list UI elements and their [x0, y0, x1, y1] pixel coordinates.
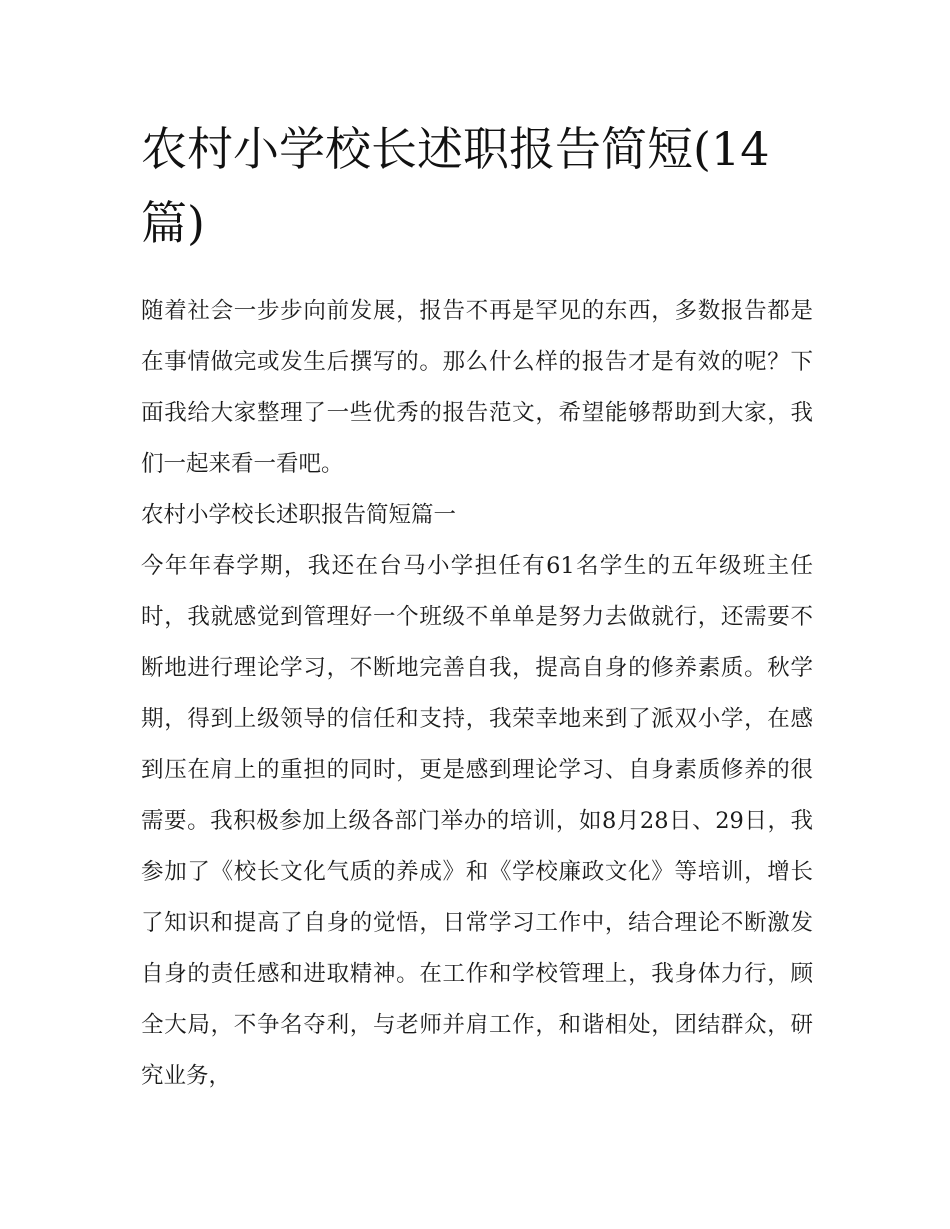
document-content: [141, 112, 813, 1102]
document-title: 农村小学校长述职报告简短(14篇): [141, 122, 770, 250]
section-heading: 农村小学校长述职报告简短篇一: [141, 502, 457, 528]
intro-paragraph: 随着社会一步步向前发展，报告不再是罕见的东西，多数报告都是在事情做完或发生后撰写的。那么什么样的报告才是有效的呢？下面我给大家整理了一些优秀的报告范文，希望能够帮助到大家，我们一起来看一看吧。: [141, 298, 813, 477]
body-paragraph: 今年年春学期，我还在台马小学担任有61名学生的五年级班主任时，我就感觉到管理好一个班级不单单是努力去做就行，还需要不断地进行理论学习，不断地完善自我，提高自身的修养素质。秋学期，得到上级领导的信任和支持，我荣幸地来到了派双小学，在感到压在肩上的重担的同时，更是感到理论学习、自身素质修养的很需要。我积极参加上级各部门举办的培训，如8月28日、29日，我参加了《校长文化气质的养成》和《学校廉政文化》等培训，增长了知识和提高了自身的觉悟，日常学习工作中，结合理论不断激发自身的责任感和进取精神。在工作和学校管理上，我身体力行，顾全大局，不争名夺利，与老师并肩工作，和谐相处，团结群众，研究业务，: [141, 553, 813, 1089]
